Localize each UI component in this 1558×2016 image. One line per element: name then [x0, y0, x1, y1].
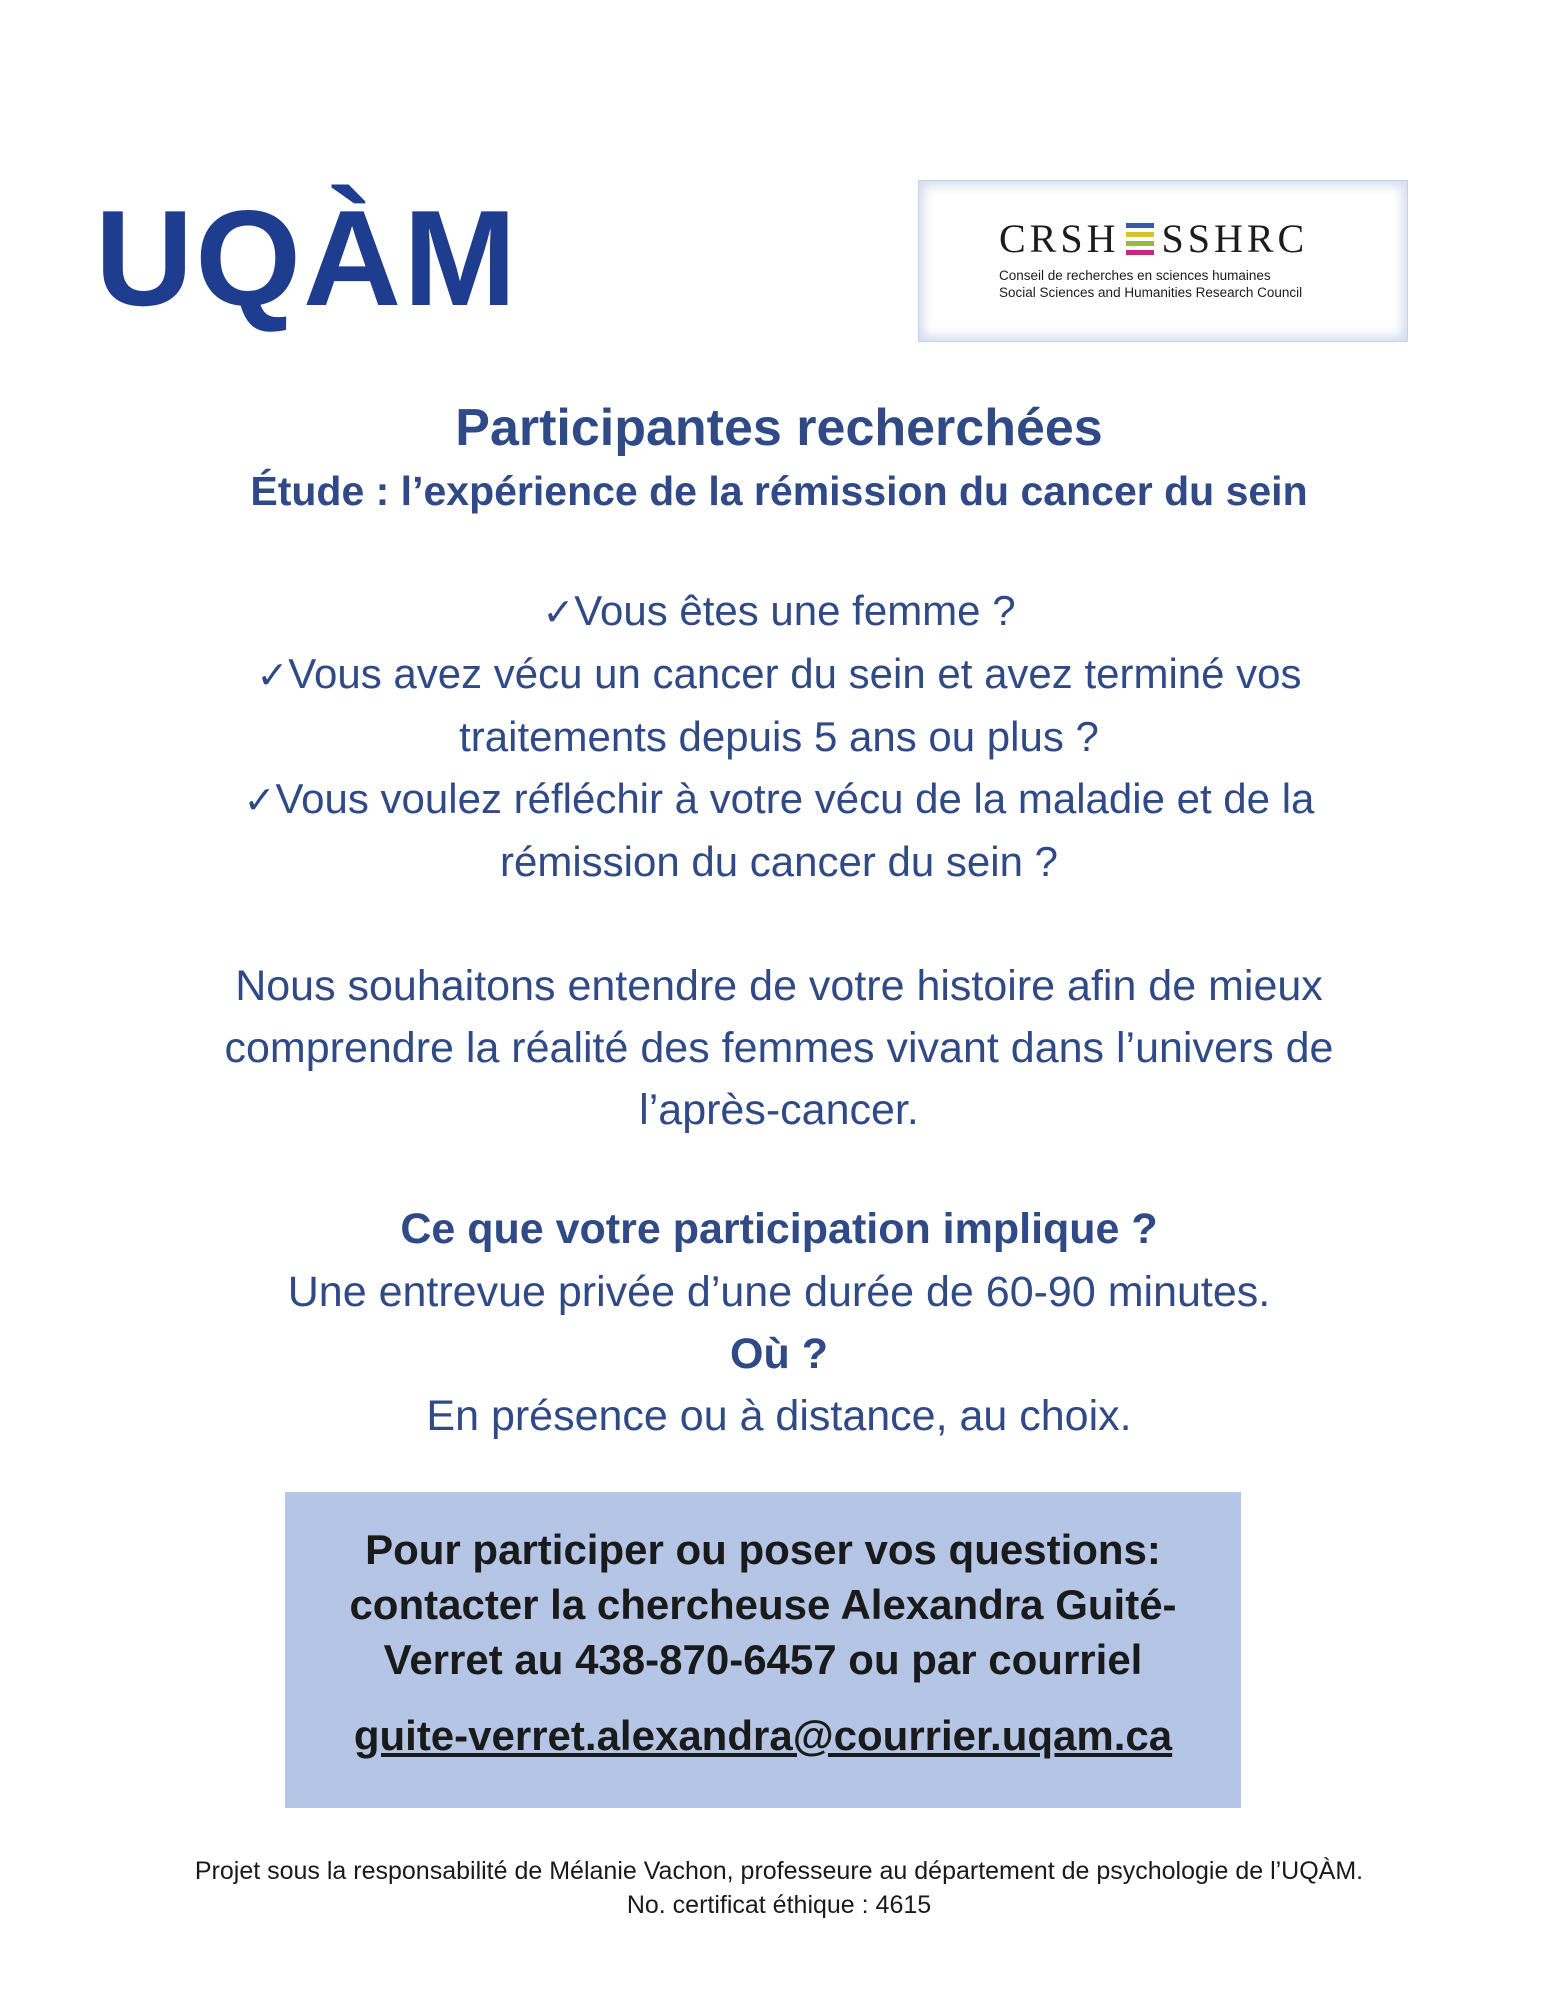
crsh-bar-magenta	[1126, 250, 1154, 255]
footer-responsibility: Projet sous la responsabilité de Mélanie Vachon, professeure au département de psychologie de l’UQÀM.	[194, 1857, 1364, 1885]
checkmark-icon: ✓	[542, 590, 575, 634]
participation-question: Ce que votre participation implique ?	[400, 1205, 1158, 1253]
contact-line-2: contacter la chercheuse Alexandra Guité-	[349, 1581, 1177, 1628]
criterion-2-continued: traitements depuis 5 ans ou plus ?	[459, 713, 1099, 760]
crsh-bar-green	[1126, 241, 1154, 246]
criterion-3-continued: rémission du cancer du sein ?	[500, 838, 1058, 885]
eligibility-criteria	[0, 580, 1558, 893]
criterion-2: ✓Vous avez vécu un cancer du sein et avez terminé vos	[256, 650, 1302, 697]
crsh-bar-blue	[1126, 223, 1154, 228]
contact-box	[285, 1492, 1241, 1808]
crsh-sshrc-logo	[918, 180, 1408, 342]
location-question: Où ?	[730, 1330, 828, 1378]
checkmark-icon: ✓	[243, 778, 276, 822]
checkmark-icon: ✓	[256, 653, 289, 697]
crsh-subtitle-en: Social Sciences and Humanities Research Council	[999, 285, 1303, 300]
crsh-text: CRSH	[999, 216, 1120, 261]
contact-line-1: Pour participer ou poser vos questions:	[365, 1526, 1161, 1573]
page-subtitle: Étude : l’expérience de la rémission du cancer du sein	[250, 468, 1308, 514]
intro-line-3: l’après-cancer.	[639, 1086, 919, 1134]
footer-ethics-certificate: No. certificat éthique : 4615	[626, 1891, 932, 1919]
criterion-1: ✓Vous êtes une femme ?	[542, 587, 1016, 634]
contact-line-3: Verret au 438-870-6457 ou par courriel	[383, 1636, 1143, 1683]
location-answer: En présence ou à distance, au choix.	[426, 1392, 1132, 1440]
intro-line-1: Nous souhaitons entendre de votre histoire afin de mieux	[235, 962, 1323, 1010]
page-title: Participantes recherchées	[455, 399, 1103, 457]
intro-line-2: comprendre la réalité des femmes vivant dans l’univers de	[224, 1024, 1334, 1072]
intro-paragraph	[0, 955, 1558, 1141]
contact-text	[285, 1522, 1241, 1687]
crsh-subtitle-fr: Conseil de recherches en sciences humaines	[999, 268, 1271, 283]
sshrc-text: SSHRC	[1161, 216, 1309, 261]
criterion-3: ✓Vous voulez réfléchir à votre vécu de la maladie et de la	[243, 775, 1315, 822]
participation-answer: Une entrevue privée d’une durée de 60-90 minutes.	[287, 1268, 1271, 1316]
crsh-sshrc-wordmark	[999, 215, 1308, 262]
uqam-logo	[95, 175, 565, 345]
crsh-bar-yellow	[1126, 232, 1154, 237]
crsh-subtitle	[999, 267, 1302, 301]
uqam-logo-text: UQÀM	[95, 182, 519, 334]
footer	[0, 1854, 1558, 1922]
contact-email-link[interactable]: guite-verret.alexandra@courrier.uqam.ca	[353, 1712, 1173, 1759]
crsh-color-bars-icon	[1126, 223, 1154, 255]
